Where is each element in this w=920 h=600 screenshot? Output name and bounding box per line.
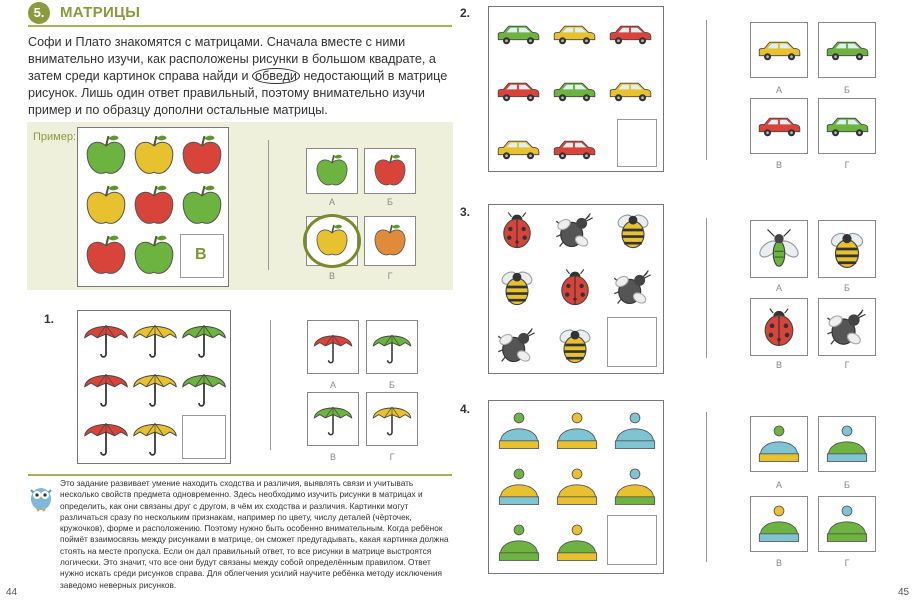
- car-icon: [495, 79, 541, 104]
- fly-icon: [756, 226, 802, 272]
- apple-icon: [81, 181, 131, 231]
- hat-icon: [495, 409, 543, 453]
- intro-text-2: недостающий в матрице рисунок. Лишь один ответ правильный, поэтому внимательно изучи пример и по образцу дополни остальные матрицы.: [28, 69, 448, 117]
- option-g[interactable]: [364, 216, 416, 266]
- option-b[interactable]: [364, 148, 416, 194]
- example-answer: В: [195, 246, 207, 263]
- option-label: В: [775, 558, 782, 568]
- option-g[interactable]: [818, 298, 876, 356]
- umbrella-icon: [130, 363, 180, 413]
- option-label: А: [775, 480, 782, 490]
- page-number-left: 44: [6, 587, 18, 598]
- car-icon: [756, 114, 802, 139]
- apple-icon: [129, 131, 179, 181]
- bee-icon: [553, 323, 597, 367]
- hat-icon: [611, 409, 659, 453]
- option-g[interactable]: [366, 392, 418, 446]
- parent-note: Это задание развивает умение находить сходства и различия, выявлять связи и учитывать несколько свойств предмета одновременно. Здесь необходимо изучить рисунки в матрицах и определить, как они связаны друг с другом, в чём их сходства и различия. Картинки могут различаться сразу по нескольким признакам, например по цвету, числу деталей (чёрточек, кружочков), форме и расположению. Поэтому нужно быть особенно внимательным. Когда ребёнок поймёт взаимосвязь между рисунками в матрице, он сможет предугадывать, какая картинка должна стоять на месте пропуска. Если он дал правильный ответ, то все рисунки в матрице выстроятся логически. Это значит, что все они будут связаны между собой определённым правилом. Ответ нужно искать среди рисунков справа. Для облегчения усилий научите ребёнка методу исключения заведомо неверных рисунков.: [60, 478, 449, 590]
- apple-icon: [312, 151, 352, 191]
- example-answer-cell: [180, 234, 224, 278]
- bee-icon: [611, 208, 655, 252]
- task2-answer-cell[interactable]: [617, 119, 657, 167]
- option-v[interactable]: [307, 392, 359, 446]
- option-label: А: [775, 85, 782, 95]
- option-label: В: [329, 452, 336, 462]
- hat-icon: [495, 465, 543, 509]
- car-icon: [495, 137, 541, 162]
- divider: [268, 140, 269, 270]
- option-a[interactable]: [750, 22, 808, 78]
- intro-circled-word: обведи: [252, 68, 300, 84]
- beetle-icon: [824, 304, 870, 350]
- task1-answer-cell[interactable]: [182, 415, 226, 459]
- header-divider: [28, 25, 452, 27]
- intro-text-1: Софи и Плато знакомятся с матрицами. Сначала вместе с ними внимательно изучи, как расположены рисунки в большом квадрате, а затем среди картинок справа найди и: [28, 35, 436, 83]
- answer-circle: [303, 214, 361, 268]
- example-label: Пример:: [33, 131, 77, 143]
- hat-icon: [553, 521, 601, 565]
- car-icon: [607, 22, 653, 47]
- task-number: 4.: [460, 402, 471, 416]
- task4-answer-cell[interactable]: [607, 515, 657, 565]
- option-v[interactable]: [750, 98, 808, 154]
- section-title: МАТРИЦЫ: [60, 4, 141, 21]
- option-a[interactable]: [307, 320, 359, 374]
- umbrella-icon: [130, 412, 180, 462]
- apple-icon: [177, 181, 227, 231]
- hat-icon: [823, 422, 871, 466]
- hat-icon: [755, 422, 803, 466]
- option-label: А: [329, 380, 336, 390]
- task-number: 1.: [44, 312, 55, 326]
- car-icon: [607, 79, 653, 104]
- option-label: В: [775, 360, 782, 370]
- task3-matrix: [488, 204, 664, 374]
- option-label: Б: [389, 380, 395, 390]
- hat-icon: [553, 465, 601, 509]
- option-v[interactable]: [750, 298, 808, 356]
- bee-icon: [824, 226, 870, 272]
- task1-matrix: [77, 310, 231, 464]
- option-label: Б: [844, 283, 850, 293]
- task4-matrix: [488, 400, 664, 574]
- apple-icon: [81, 231, 131, 281]
- ladybug-icon: [553, 265, 597, 309]
- divider: [706, 218, 707, 358]
- task-number: 2.: [460, 6, 471, 20]
- option-label: В: [775, 160, 782, 170]
- section-number-badge: 5.: [28, 2, 50, 24]
- task3-answer-cell[interactable]: [607, 317, 657, 367]
- option-label: Г: [844, 160, 850, 170]
- option-b[interactable]: [818, 220, 876, 278]
- car-icon: [824, 38, 870, 63]
- option-label: Б: [387, 197, 393, 207]
- example-matrix: [77, 127, 229, 287]
- ladybug-icon: [495, 208, 539, 252]
- option-label: А: [328, 197, 335, 207]
- note-divider: [28, 474, 452, 476]
- option-b[interactable]: [366, 320, 418, 374]
- option-a[interactable]: [750, 416, 808, 472]
- beetle-icon: [611, 265, 655, 309]
- car-icon: [551, 22, 597, 47]
- option-label: Б: [844, 480, 850, 490]
- apple-icon: [129, 181, 179, 231]
- car-icon: [551, 137, 597, 162]
- car-icon: [495, 22, 541, 47]
- umbrella-icon: [311, 397, 355, 441]
- car-icon: [756, 38, 802, 63]
- umbrella-icon: [370, 325, 414, 369]
- option-g[interactable]: [818, 98, 876, 154]
- hat-icon: [553, 409, 601, 453]
- umbrella-icon: [179, 363, 229, 413]
- option-b[interactable]: [818, 416, 876, 472]
- umbrella-icon: [81, 314, 131, 364]
- option-v[interactable]: [750, 496, 808, 552]
- apple-icon: [81, 131, 131, 181]
- umbrella-icon: [311, 325, 355, 369]
- apple-icon: [370, 221, 410, 261]
- hat-icon: [755, 502, 803, 546]
- option-label: А: [775, 283, 782, 293]
- beetle-icon: [553, 208, 597, 252]
- option-b[interactable]: [818, 22, 876, 78]
- apple-icon: [177, 131, 227, 181]
- umbrella-icon: [81, 363, 131, 413]
- ladybug-icon: [756, 304, 802, 350]
- umbrella-icon: [370, 397, 414, 441]
- divider: [270, 320, 271, 450]
- umbrella-icon: [81, 412, 131, 462]
- bee-icon: [495, 265, 539, 309]
- owl-icon: [28, 482, 54, 512]
- divider: [706, 20, 707, 160]
- hat-icon: [495, 521, 543, 565]
- option-label: Г: [389, 452, 395, 462]
- option-g[interactable]: [818, 496, 876, 552]
- hat-icon: [823, 502, 871, 546]
- divider: [706, 412, 707, 562]
- hat-icon: [611, 465, 659, 509]
- option-label: Г: [387, 271, 393, 281]
- option-a[interactable]: [750, 220, 808, 278]
- option-a[interactable]: [306, 148, 358, 194]
- task-number: 3.: [460, 205, 471, 219]
- apple-icon: [370, 151, 410, 191]
- task2-matrix: [488, 6, 664, 172]
- option-label: Б: [844, 85, 850, 95]
- umbrella-icon: [179, 314, 229, 364]
- option-label: Г: [844, 558, 850, 568]
- car-icon: [824, 114, 870, 139]
- option-label: В: [328, 271, 335, 281]
- beetle-icon: [495, 323, 539, 367]
- apple-icon: [129, 231, 179, 281]
- car-icon: [551, 79, 597, 104]
- option-label: Г: [844, 360, 850, 370]
- page-number-right: 45: [898, 587, 910, 598]
- intro-paragraph: [28, 34, 448, 119]
- umbrella-icon: [130, 314, 180, 364]
